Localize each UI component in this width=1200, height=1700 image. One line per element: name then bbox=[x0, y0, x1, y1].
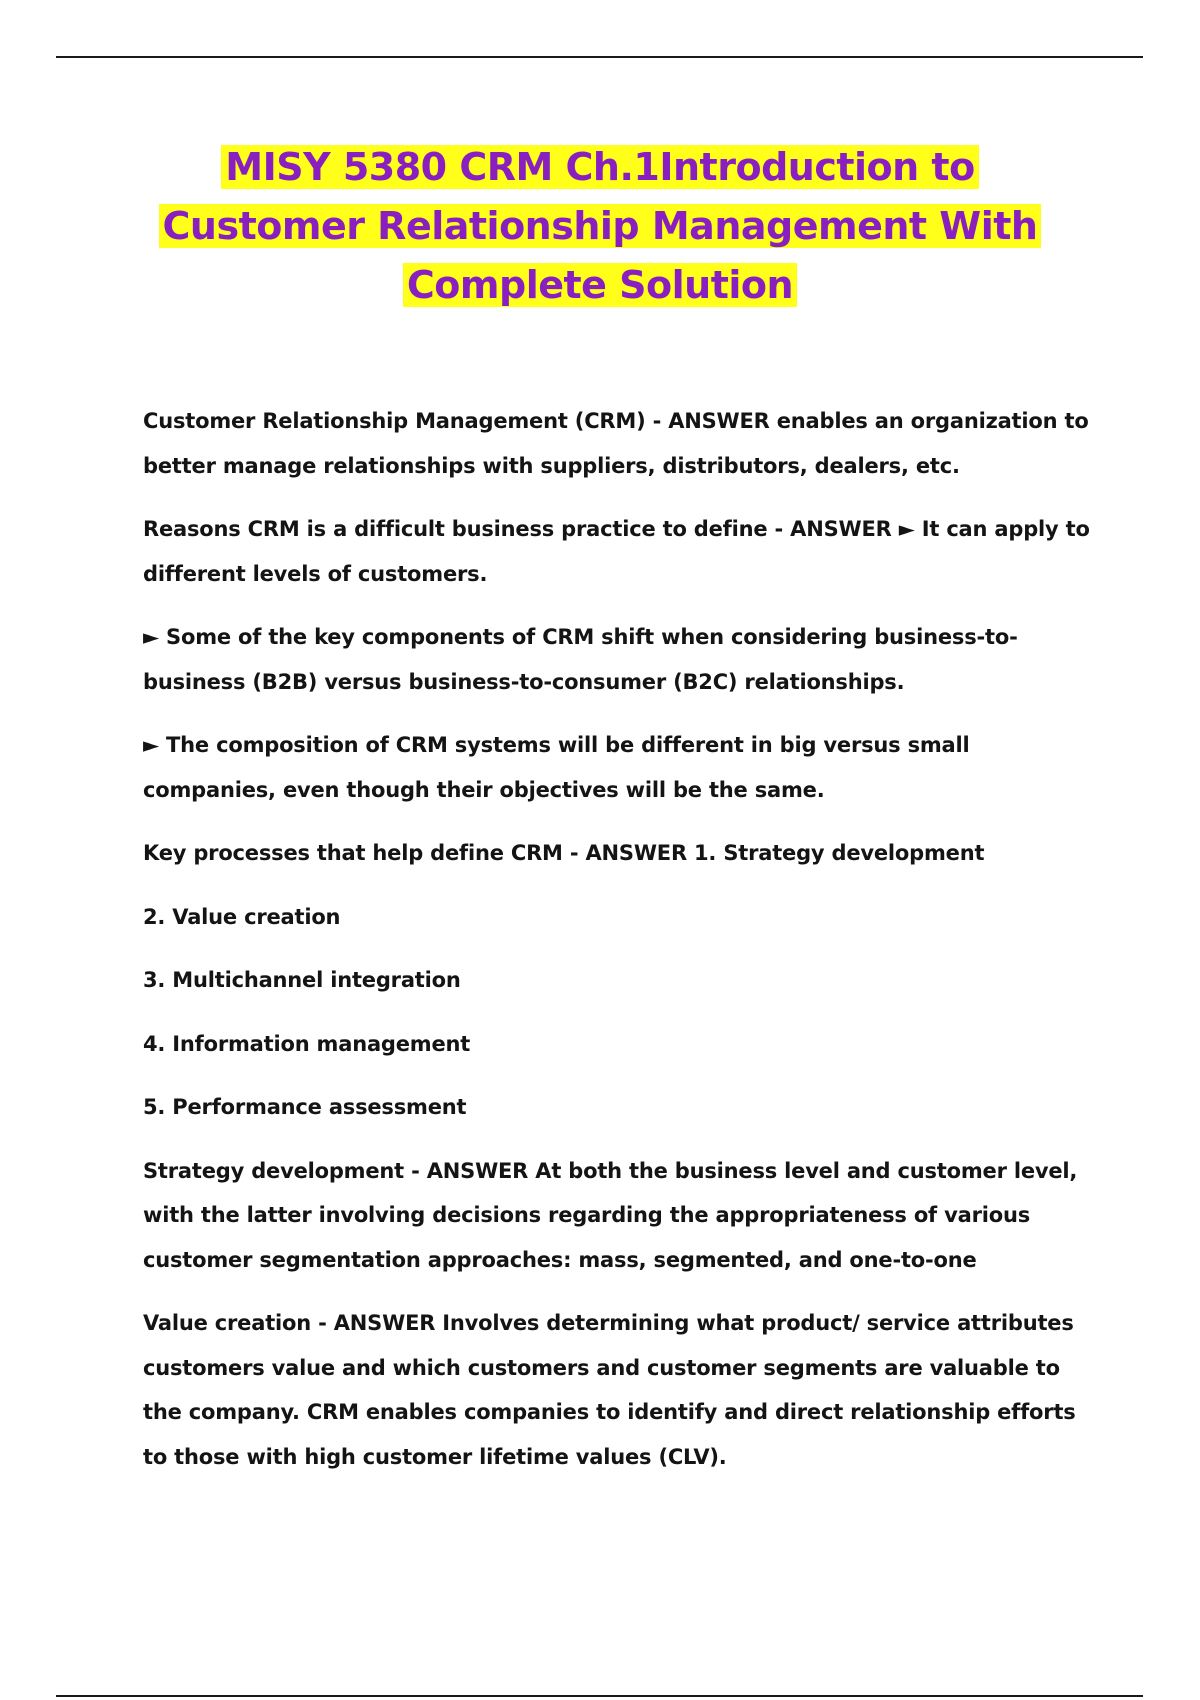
list-item-multichannel: 3. Multichannel integration bbox=[143, 968, 461, 992]
title-line-3: Complete Solution bbox=[403, 263, 797, 307]
list-item-performance-assessment: 5. Performance assessment bbox=[143, 1095, 467, 1119]
title-line-1: MISY 5380 CRM Ch.1Introduction to bbox=[221, 145, 978, 189]
paragraph-crm-definition: Customer Relationship Management (CRM) - ANSWER enables an organization to better manage relationships with suppliers, distributors, dealers, etc. bbox=[143, 409, 1089, 478]
paragraph-value-creation: Value creation - ANSWER Involves determining what product/ service attributes customers value and which customers and customer segments are valuable to the company. CRM enables companies to identify and direct relationship efforts to those with high customer lifetime values (CLV). bbox=[143, 1311, 1076, 1469]
list-item-information-management: 4. Information management bbox=[143, 1031, 471, 1056]
top-rule bbox=[56, 56, 1143, 58]
list-item-value-creation: 2. Value creation bbox=[143, 904, 341, 929]
paragraph-key-processes: Key processes that help define CRM - ANSWER 1. Strategy development bbox=[143, 841, 985, 865]
bottom-rule bbox=[56, 1695, 1143, 1697]
paragraph-bullet-composition: ► The composition of CRM systems will be different in big versus small companies, even though their objectives will be the same. bbox=[143, 733, 970, 802]
paragraph-reasons: Reasons CRM is a difficult business practice to define - ANSWER ► It can apply to different levels of customers. bbox=[143, 517, 1090, 586]
title-line-2: Customer Relationship Management With bbox=[159, 204, 1042, 248]
document-title bbox=[100, 138, 1100, 315]
paragraph-strategy-development: Strategy development - ANSWER At both the business level and customer level, with the latter involving decisions regarding the appropriateness of various customer segmentation approaches: mass, segmented, and one-to-one bbox=[143, 1158, 1078, 1272]
paragraph-bullet-b2b: ► Some of the key components of CRM shift when considering business-to-business (B2B) versus business-to-consumer (B2C) relationships. bbox=[143, 625, 1018, 694]
document-body bbox=[143, 399, 1103, 1479]
